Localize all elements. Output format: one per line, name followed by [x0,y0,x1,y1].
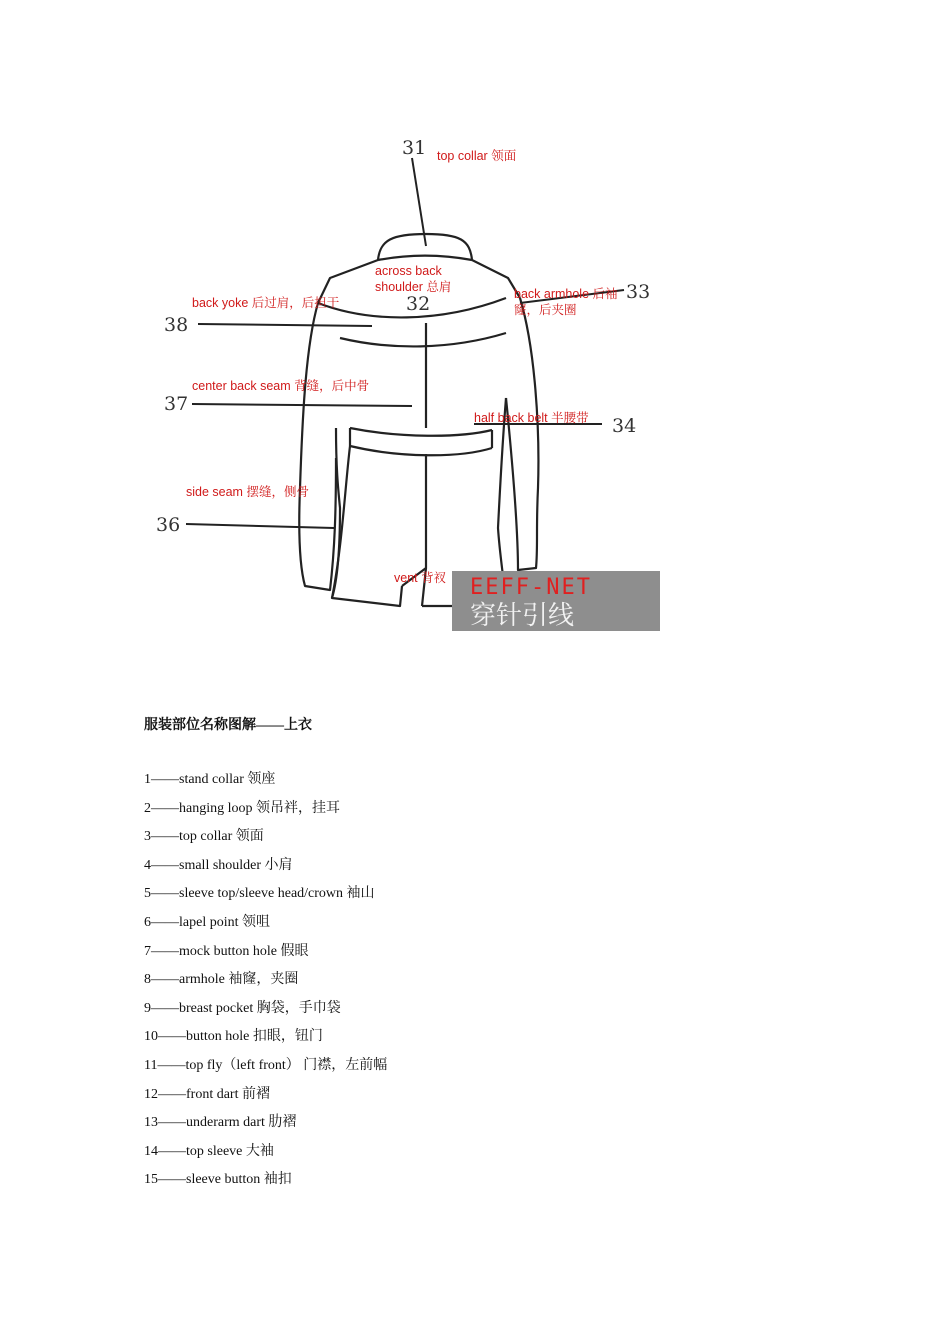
list-item: 3——top collar 领面 [144,829,264,845]
label-top-collar: top collar 领面 [437,149,517,163]
label-back-armhole-1: back armhole 后袖 [514,287,618,301]
term-list [144,770,387,1199]
list-item: 8——armhole 袖窿，夹圈 [144,972,299,988]
list-item: 11——top fly（left front） 门襟，左前幅 [144,1057,388,1073]
callout-number-34: 34 [612,415,637,437]
list-item: 15——sleeve button 袖扣 [144,1172,292,1188]
callout-number-33: 33 [626,281,651,303]
label-side-seam: side seam 摆缝，侧骨 [186,485,309,499]
list-item: 12——front dart 前褶 [144,1086,270,1102]
label-across-back-2: shoulder 总肩 [375,280,452,294]
watermark-cn: 穿针引线 [470,601,575,631]
list-item: 6——lapel point 领咀 [144,914,270,930]
label-back-armhole-2: 窿，后夹圈 [514,303,577,317]
label-vent: vent 背衩 [394,571,447,585]
leader-lines [186,158,624,528]
callout-number-38: 38 [164,314,189,336]
page-title: 服装部位名称图解——上衣 [144,718,312,733]
list-item: 10——button hole 扣眼，钮门 [144,1029,323,1045]
label-back-yoke: back yoke 后过肩，后担干 [192,296,340,310]
watermark-latin: EEFF-NET [470,575,592,600]
label-across-back-1: across back [375,264,442,278]
list-item: 1——stand collar 领座 [144,772,276,787]
list-item: 4——small shoulder 小肩 [144,857,293,873]
callout-numbers [156,137,650,536]
watermark-logo [452,571,660,631]
label-center-back-seam: center back seam 背缝，后中骨 [192,379,370,393]
callout-number-32: 32 [406,293,431,315]
label-half-back-belt: half back belt 半腰带 [474,411,589,425]
jacket-back-diagram [140,128,665,634]
list-item: 9——breast pocket 胸袋，手巾袋 [144,1000,341,1016]
list-item: 5——sleeve top/sleeve head/crown 袖山 [144,886,375,902]
list-item: 14——top sleeve 大袖 [144,1143,274,1159]
list-item: 13——underarm dart 肋褶 [144,1115,297,1131]
callout-labels [186,148,618,585]
callout-number-31: 31 [402,137,427,159]
list-item: 7——mock button hole 假眼 [144,943,309,959]
callout-number-36: 36 [156,514,181,536]
callout-number-37: 37 [164,393,189,415]
list-item: 2——hanging loop 领吊袢，挂耳 [144,800,340,816]
